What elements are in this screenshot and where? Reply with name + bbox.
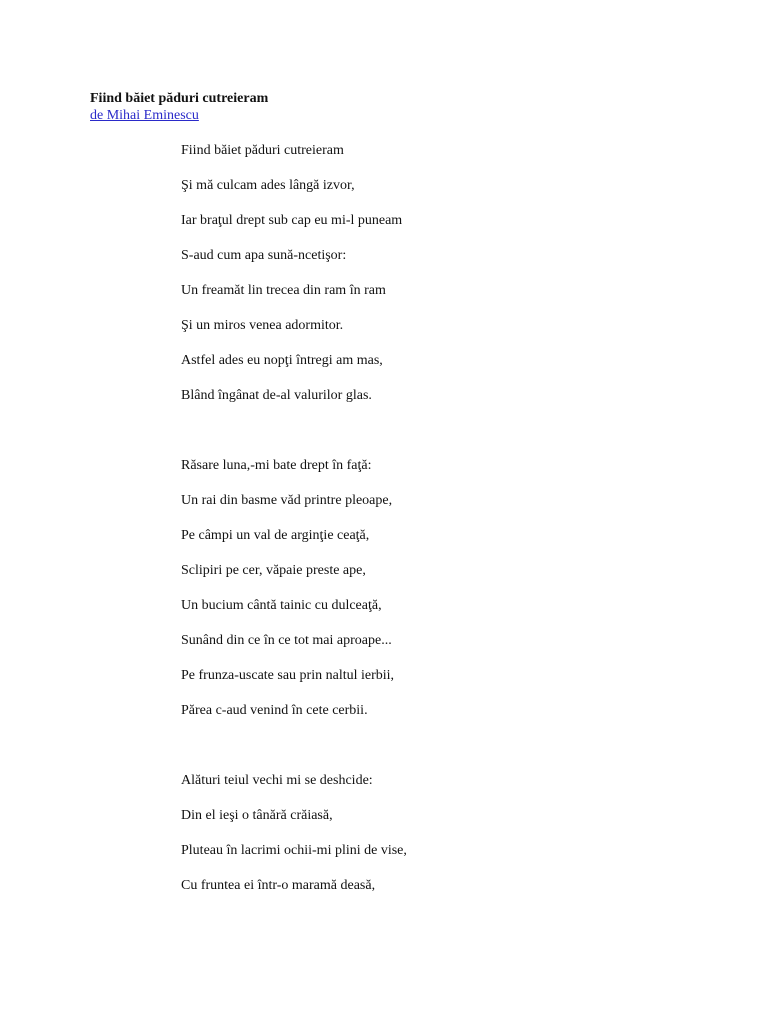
poem-body (181, 142, 407, 912)
poem-line: Astfel ades eu nopţi întregi am mas, (181, 353, 383, 368)
poem-line: Un rai din basme văd printre pleoape, (181, 493, 393, 508)
poem-line: Pe câmpi un val de arginţie ceaţă, (181, 528, 370, 543)
poem-line: Un freamăt lin trecea din ram în ram (181, 283, 386, 298)
poem-line: Şi mă culcam ades lângă izvor, (181, 178, 355, 193)
poem-line: Răsare luna,-mi bate drept în faţă: (181, 458, 372, 473)
author-link[interactable]: de Mihai Eminescu (90, 108, 199, 123)
poem-line: Cu fruntea ei într-o maramă deasă, (181, 878, 376, 893)
poem-line: Un bucium cântă tainic cu dulceaţă, (181, 598, 382, 613)
poem-line: Blând îngânat de-al valurilor glas. (181, 388, 372, 403)
poem-title: Fiind băiet păduri cutreieram (90, 91, 269, 106)
poem-line: Din el ieşi o tânără crăiasă, (181, 808, 333, 823)
poem-line: Pe frunza-uscate sau prin naltul ierbii, (181, 668, 395, 683)
poem-line: Pluteau în lacrimi ochii-mi plini de vise, (181, 843, 407, 858)
poem-line: Părea c-aud venind în cete cerbii. (181, 703, 368, 718)
poem-line: Alături teiul vechi mi se deshcide: (181, 773, 373, 788)
poem-line: S-aud cum apa sună-ncetişor: (181, 248, 347, 263)
poem-line: Iar braţul drept sub cap eu mi-l puneam (181, 213, 403, 228)
poem-line: Sclipiri pe cer, văpaie preste ape, (181, 563, 366, 578)
poem-line: Fiind băiet păduri cutreieram (181, 143, 344, 158)
poem-line: Sunând din ce în ce tot mai aproape... (181, 633, 392, 648)
poem-line: Şi un miros venea adormitor. (181, 318, 344, 333)
